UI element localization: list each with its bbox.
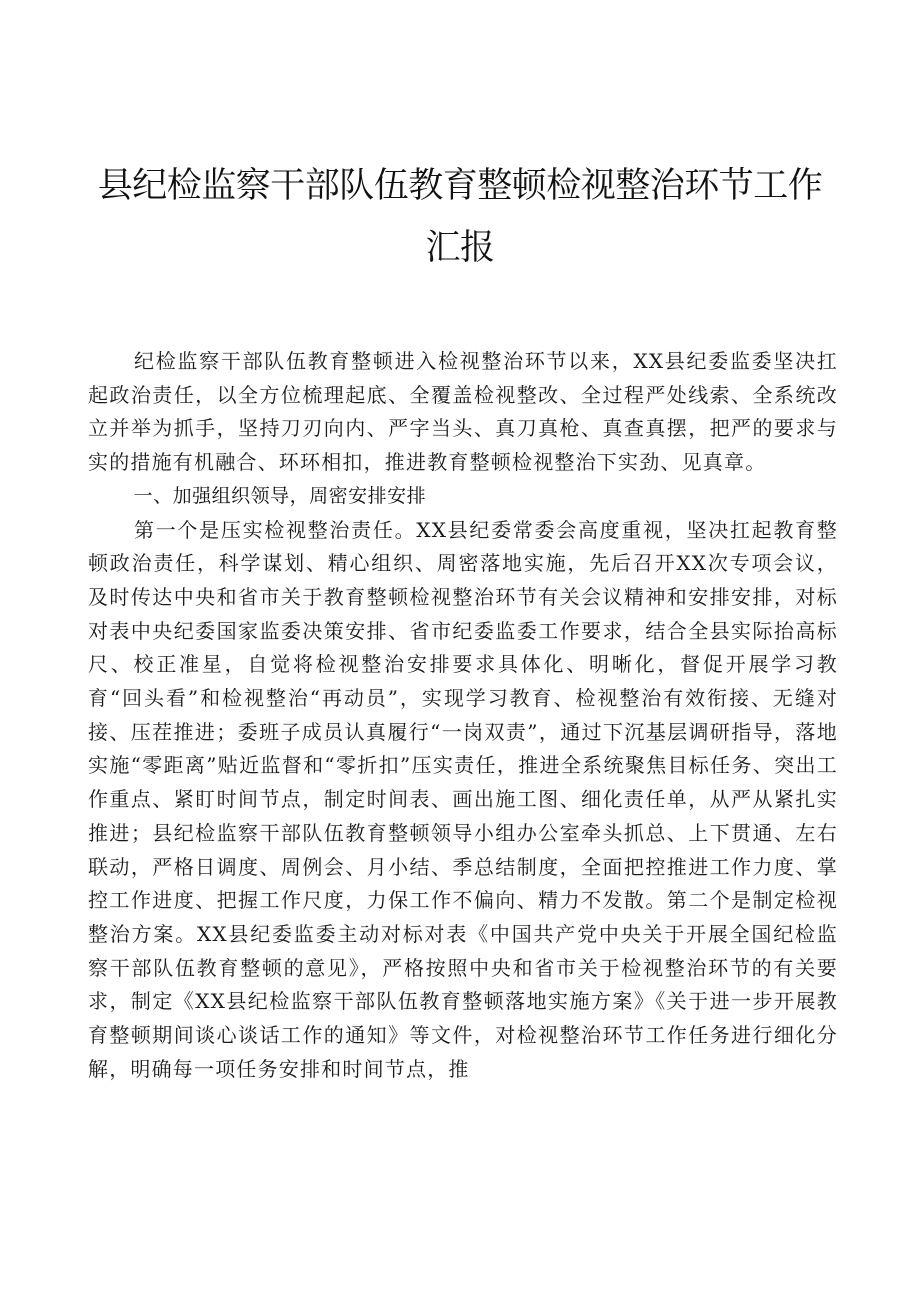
title-line-2: 汇报: [425, 228, 495, 268]
intro-paragraph: 纪检监察干部队伍教育整顿进入检视整治环节以来，XX县纪委监委坚决扛起政治责任，以全方位梳理起底、全覆盖检视整改、全过程严处线索、全系统改立并举为抓手，坚持刀刃向内、严字当头、真刀真枪、真查真摆，把严的要求与实的措施有机融合、环环相扣，推进教育整顿检视整治下实劲、见真章。: [88, 349, 838, 475]
section-heading-1: 一、加强组织领导，周密安排安排: [133, 484, 427, 507]
document-title: [90, 155, 830, 279]
title-line-1: 县纪检监察干部队伍教育整顿检视整治环节工作: [97, 166, 823, 206]
document-body: [88, 345, 838, 1086]
section-1-paragraph: 第一个是压实检视整治责任。XX县纪委常委会高度重视，坚决扛起教育整顿政治责任，科学谋划、精心组织、周密落地实施，先后召开XX次专项会议，及时传达中央和省市关于教育整顿检视整治环节有关会议精神和安排安排，对标对表中央纪委国家监委决策安排、省市纪委监委工作要求，结合全县实际抬高标尺、校正准星，自觉将检视整治安排要求具体化、明晰化，督促开展学习教育“回头看”和检视整治“再动员”，实现学习教育、检视整治有效衔接、无缝对接、压茬推进；委班子成员认真履行“一岗双责”，通过下沉基层调研指导，落地实施“零距离”贴近监督和“零折扣”压实责任，推进全系统聚焦目标任务、突出工作重点、紧盯时间节点，制定时间表、画出施工图、细化责任单，从严从紧扎实推进；县纪检监察干部队伍教育整顿领导小组办公室牵头抓总、上下贯通、左右联动，严格日调度、周例会、月小结、季总结制度，全面把控推进工作力度、掌控工作进度、把握工作尺度，力保工作不偏向、精力不发散。第二个是制定检视整治方案。XX县纪委监委主动对标对表《中国共产党中央关于开展全国纪检监察干部队伍教育整顿的意见》，严格按照中央和省市关于检视整治环节的有关要求，制定《XX县纪检监察干部队伍教育整顿落地实施方案》《关于进一步开展教育整顿期间谈心谈话工作的通知》等文件，对检视整治环节工作任务进行细化分解，明确每一项任务安排和时间节点，推: [88, 517, 838, 1081]
